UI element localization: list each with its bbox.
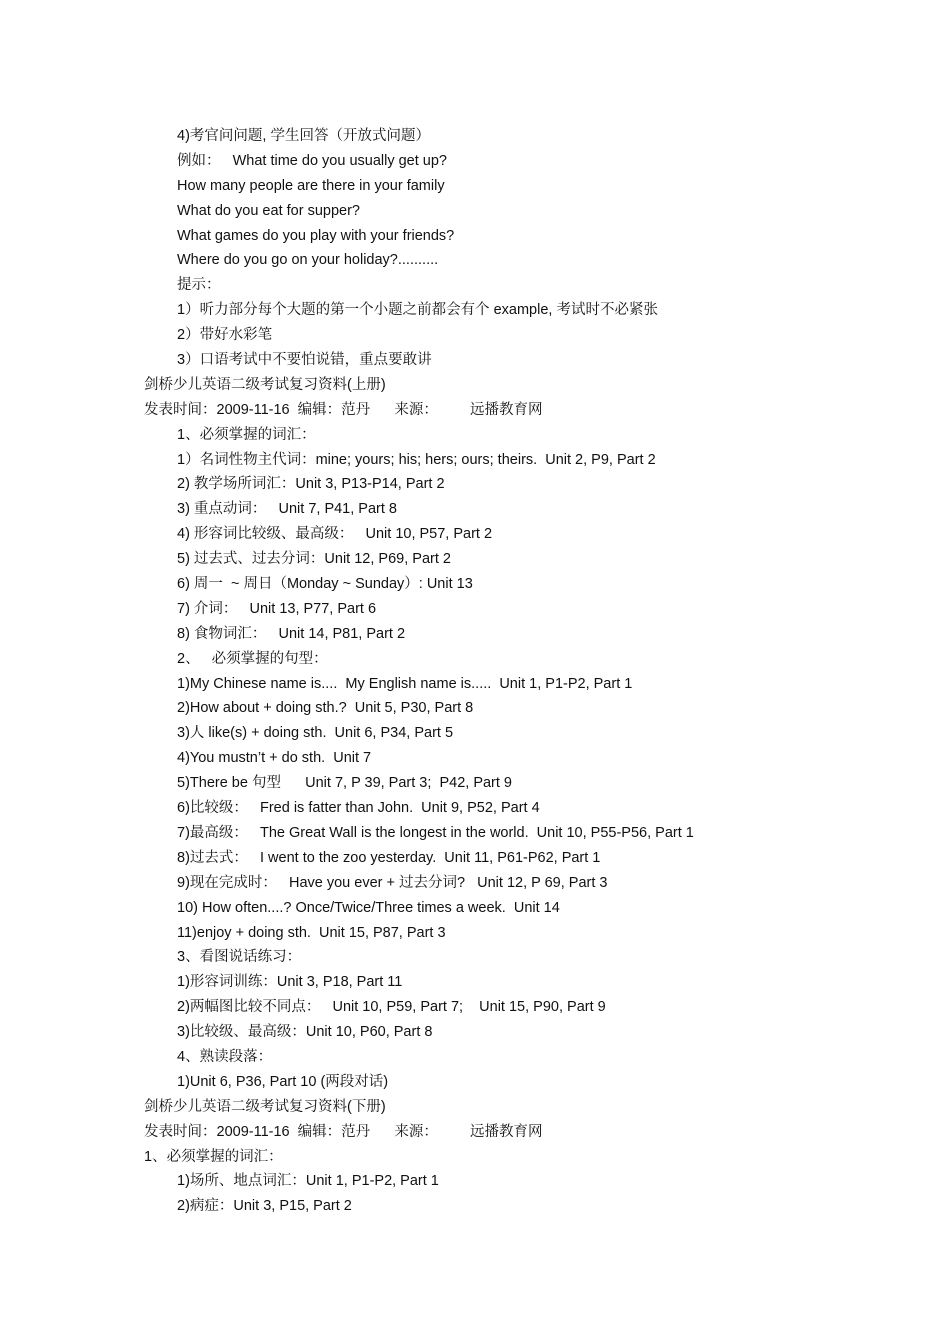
text-line: 剑桥少儿英语二级考试复习资料(下册) (144, 1098, 386, 1115)
text-line: 发表时间：2009-11-16 编辑：范丹 来源： 远播教育网 (144, 401, 543, 418)
text-line: 3）口语考试中不要怕说错，重点要敢讲 (177, 352, 432, 369)
text-line: 3、看图说话练习： (177, 949, 302, 966)
text-line: 发表时间：2009-11-16 编辑：范丹 来源： 远播教育网 (144, 1123, 543, 1140)
text-line: What do you eat for supper? (177, 202, 360, 219)
text-line: 8) 食物词汇： Unit 14, P81, Part 2 (177, 625, 406, 642)
text-line: 7) 介词： Unit 13, P77, Part 6 (177, 600, 377, 617)
text-line: 3)比较级、最高级：Unit 10, P60, Part 8 (177, 1024, 433, 1041)
text-line: How many people are there in your family (177, 177, 445, 194)
text-line: 1)场所、地点词汇：Unit 1, P1-P2, Part 1 (177, 1173, 439, 1190)
text-line: 10) How often....? Once/Twice/Three times a week. Unit 14 (177, 899, 560, 916)
text-line: 7)最高级： The Great Wall is the longest in the world. Unit 10, P55-P56, Part 1 (177, 824, 694, 841)
text-line: 2)两幅图比较不同点： Unit 10, P59, Part 7; Unit 15, P90, Part 9 (177, 999, 606, 1016)
text-line: 例如： What time do you usually get up? (177, 152, 447, 169)
text-line: 11)enjoy + doing sth. Unit 15, P87, Part 3 (177, 924, 446, 941)
text-line: 1）名词性物主代词：mine; yours; his; hers; ours; theirs. Unit 2, P9, Part 2 (177, 451, 656, 468)
text-line: 2）带好水彩笔 (177, 327, 273, 344)
text-line: 2、 必须掌握的句型： (177, 650, 328, 667)
text-line: 8)过去式： I went to the zoo yesterday. Unit 11, P61-P62, Part 1 (177, 849, 601, 866)
text-line: 1)Unit 6, P36, Part 10 (两段对话) (177, 1073, 389, 1090)
text-line: 1)My Chinese name is.... My English name is..... Unit 1, P1-P2, Part 1 (177, 675, 633, 692)
text-line: 5) 过去式、过去分词：Unit 12, P69, Part 2 (177, 551, 451, 568)
text-line: 3) 重点动词： Unit 7, P41, Part 8 (177, 501, 397, 518)
document-body (0, 124, 950, 1219)
text-line: 4)You mustn’t + do sth. Unit 7 (177, 750, 372, 767)
text-line: 2)病症：Unit 3, P15, Part 2 (177, 1198, 352, 1215)
text-line: 3)人 like(s) + doing sth. Unit 6, P34, Part 5 (177, 725, 454, 742)
text-line: 提示： (177, 277, 221, 294)
text-line: 4) 形容词比较级、最高级： Unit 10, P57, Part 2 (177, 526, 493, 543)
text-line: 4、熟读段落： (177, 1048, 273, 1065)
text-line: What games do you play with your friends? (177, 227, 455, 244)
text-line: 1、必须掌握的词汇： (144, 1148, 283, 1165)
text-line: 6) 周一 ~ 周日（Monday ~ Sunday）: Unit 13 (177, 576, 473, 593)
text-line: 6)比较级： Fred is fatter than John. Unit 9, P52, Part 4 (177, 800, 540, 817)
text-line: 4)考官问问题, 学生回答（开放式问题） (177, 128, 430, 144)
text-line: 2)How about + doing sth.? Unit 5, P30, Part 8 (177, 700, 474, 717)
text-line: 9)现在完成时： Have you ever + 过去分词? Unit 12, P 69, Part 3 (177, 874, 608, 891)
text-line: 1)形容词训练：Unit 3, P18, Part 11 (177, 974, 403, 991)
text-line: 5)There be 句型 Unit 7, P 39, Part 3; P42, Part 9 (177, 775, 513, 792)
text-line: 1、必须掌握的词汇： (177, 426, 316, 443)
text-line: 2) 教学场所词汇：Unit 3, P13-P14, Part 2 (177, 476, 445, 493)
text-line: Where do you go on your holiday?.......... (177, 252, 439, 269)
text-line: 1）听力部分每个大题的第一个小题之前都会有个 example, 考试时不必紧张 (177, 302, 658, 319)
text-line: 剑桥少儿英语二级考试复习资料(上册) (144, 376, 386, 393)
